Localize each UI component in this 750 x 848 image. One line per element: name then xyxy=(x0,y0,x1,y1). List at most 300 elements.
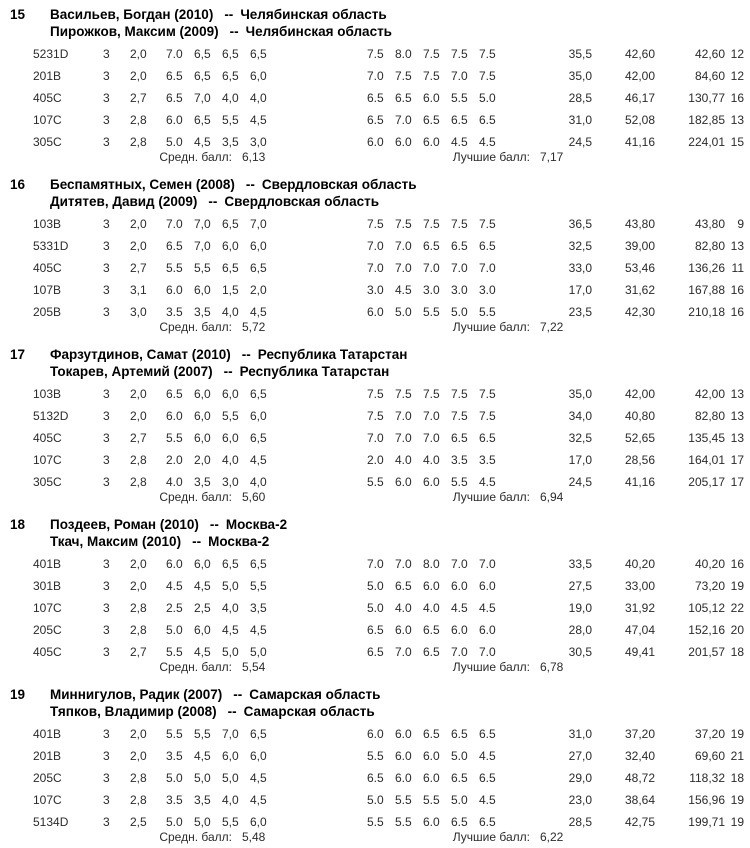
judge-score-round2: 6.5 xyxy=(395,91,412,105)
dive-code: 5331D xyxy=(33,239,69,253)
dive-code: 305C xyxy=(33,135,62,149)
judge-score-round2: 7.0 xyxy=(395,239,412,253)
dive-row xyxy=(0,431,750,447)
rank: 20 xyxy=(730,623,744,637)
judge-score-round2: 7.5 xyxy=(451,47,468,61)
athlete-name: Васильев, Богдан (2010) xyxy=(50,7,214,22)
dive-points: 42,30 xyxy=(624,305,655,319)
dive-row xyxy=(0,771,750,787)
athlete-name: Ткач, Максим (2010) xyxy=(50,534,182,549)
athlete-name: Беспамятных, Семен (2008) xyxy=(50,177,235,192)
judge-score-round2: 4.0 xyxy=(423,601,440,615)
judge-score-round2: 7.5 xyxy=(423,387,440,401)
judge-score-round2: 3.0 xyxy=(423,283,440,297)
rank: 17 xyxy=(730,453,744,467)
best-score-value: 6,22 xyxy=(540,830,564,844)
judge-score-round2: 5.5 xyxy=(423,305,440,319)
judge-score-round2: 6.0 xyxy=(423,815,440,829)
dive-points: 32,40 xyxy=(624,749,655,763)
running-total: 37,20 xyxy=(694,727,725,741)
dive-row xyxy=(0,239,750,255)
dive-points: 46,17 xyxy=(624,91,655,105)
dive-points: 31,62 xyxy=(624,283,655,297)
dive-points: 31,92 xyxy=(624,601,655,615)
judge-score-round2: 5.5 xyxy=(479,305,496,319)
dive-code: 405C xyxy=(33,431,62,445)
difficulty: 2,0 xyxy=(130,409,147,423)
running-total: 118,32 xyxy=(689,771,725,785)
judge-score-round2: 6.0 xyxy=(423,749,440,763)
judge-score-round2: 6.5 xyxy=(451,239,468,253)
judge-score-round1: 5.5 xyxy=(166,261,183,275)
athlete-line xyxy=(50,687,380,702)
judge-score-round2: 7.0 xyxy=(367,261,384,275)
judge-sum: 27,5 xyxy=(568,579,592,593)
athlete-region: Челябинская область xyxy=(240,7,387,22)
judge-score-round2: 7.5 xyxy=(479,409,496,423)
running-total: 205,17 xyxy=(688,475,725,489)
athlete-region: Свердловская область xyxy=(261,177,417,192)
judge-score-round2: 6.5 xyxy=(423,239,440,253)
judge-score-round1: 2.5 xyxy=(166,601,183,615)
difficulty: 2,8 xyxy=(130,771,147,785)
judge-score-round1: 4,5 xyxy=(194,135,211,149)
difficulty: 2,0 xyxy=(130,727,147,741)
judge-score-round1: 6.5 xyxy=(166,387,183,401)
dive-code: 107C xyxy=(33,793,62,807)
rank: 13 xyxy=(730,431,744,445)
judge-score-round1: 5,5 xyxy=(194,261,211,275)
judge-score-round1: 5.0 xyxy=(166,771,183,785)
judge-score-round2: 6.5 xyxy=(367,645,384,659)
dive-code: 107C xyxy=(33,113,62,127)
athlete-region: Челябинская область xyxy=(245,24,392,39)
difficulty: 3,0 xyxy=(130,305,147,319)
running-total: 82,80 xyxy=(694,409,725,423)
judge-score-round2: 6.0 xyxy=(395,749,412,763)
judge-score-round2: 4.0 xyxy=(395,453,412,467)
judge-score-round1: 7,0 xyxy=(250,217,267,231)
column-n: 3 xyxy=(103,623,110,637)
judge-sum: 31,0 xyxy=(568,113,592,127)
judge-score-round1: 6,5 xyxy=(250,431,267,445)
average-score-value: 5,60 xyxy=(242,490,266,504)
judge-score-round1: 5,5 xyxy=(222,113,239,127)
judge-score-round1: 6,5 xyxy=(222,69,239,83)
running-total: 167,88 xyxy=(688,283,725,297)
dive-code: 205C xyxy=(33,623,62,637)
rank: 19 xyxy=(730,815,744,829)
judge-score-round1: 6.5 xyxy=(166,91,183,105)
judge-score-round1: 5,0 xyxy=(194,815,211,829)
judge-score-round1: 6,0 xyxy=(250,239,267,253)
judge-score-round2: 5.0 xyxy=(451,793,468,807)
dive-code: 405C xyxy=(33,261,62,275)
dive-points: 39,00 xyxy=(624,239,655,253)
judge-score-round2: 7.0 xyxy=(479,645,496,659)
column-n: 3 xyxy=(103,239,110,253)
dive-points: 42,00 xyxy=(624,387,655,401)
column-n: 3 xyxy=(103,645,110,659)
judge-score-round2: 7.0 xyxy=(423,261,440,275)
running-total: 201,57 xyxy=(688,645,725,659)
judge-score-round2: 6.5 xyxy=(479,727,496,741)
rank: 12 xyxy=(730,69,744,83)
judge-score-round2: 7.0 xyxy=(395,261,412,275)
judge-score-round2: 5.0 xyxy=(367,601,384,615)
judge-score-round2: 6.5 xyxy=(423,113,440,127)
judge-sum: 17,0 xyxy=(568,453,592,467)
difficulty: 2,0 xyxy=(130,557,147,571)
judge-sum: 17,0 xyxy=(568,283,592,297)
entry-number: 17 xyxy=(10,347,26,362)
judge-score-round1: 6,0 xyxy=(194,557,211,571)
judge-score-round1: 5.5 xyxy=(166,431,183,445)
dive-row xyxy=(0,579,750,595)
dive-code: 5134D xyxy=(33,815,69,829)
rank: 9 xyxy=(737,217,744,231)
column-n: 3 xyxy=(103,305,110,319)
entry-number: 16 xyxy=(10,177,26,192)
running-total: 136,26 xyxy=(688,261,725,275)
column-n: 3 xyxy=(103,749,110,763)
judge-score-round2: 7.5 xyxy=(479,387,496,401)
dive-points: 38,64 xyxy=(624,793,655,807)
judge-score-round1: 4,0 xyxy=(250,91,267,105)
dive-code: 305C xyxy=(33,475,62,489)
best-score-value: 6,94 xyxy=(540,490,564,504)
running-total: 199,71 xyxy=(688,815,725,829)
judge-score-round2: 6.0 xyxy=(395,771,412,785)
athlete-region: Москва-2 xyxy=(208,534,270,549)
rank: 22 xyxy=(730,601,744,615)
judge-score-round2: 5.5 xyxy=(395,793,412,807)
judge-score-round1: 6,5 xyxy=(250,557,267,571)
judge-score-round1: 3,5 xyxy=(194,305,211,319)
judge-score-round2: 3.5 xyxy=(451,453,468,467)
running-total: 73,20 xyxy=(694,579,725,593)
dive-row xyxy=(0,69,750,85)
running-total: 42,00 xyxy=(694,387,725,401)
judge-score-round1: 4,5 xyxy=(250,793,267,807)
difficulty: 2,0 xyxy=(130,47,147,61)
difficulty: 2,0 xyxy=(130,239,147,253)
rank: 16 xyxy=(730,91,744,105)
rank: 17 xyxy=(730,475,744,489)
judge-sum: 24,5 xyxy=(568,475,592,489)
dive-row xyxy=(0,645,750,661)
column-n: 3 xyxy=(103,771,110,785)
dive-points: 43,80 xyxy=(624,217,655,231)
judge-score-round2: 5.5 xyxy=(423,793,440,807)
judge-score-round1: 4,5 xyxy=(250,113,267,127)
dive-row xyxy=(0,135,750,151)
running-total: 182,85 xyxy=(688,113,725,127)
judge-score-round1: 6.0 xyxy=(166,409,183,423)
judge-score-round2: 6.5 xyxy=(423,727,440,741)
dive-code: 301B xyxy=(33,579,62,593)
dive-points: 48,72 xyxy=(624,771,655,785)
athlete-line xyxy=(50,517,287,532)
judge-score-round1: 4,5 xyxy=(194,749,211,763)
judge-score-round2: 6.5 xyxy=(451,727,468,741)
dive-code: 401B xyxy=(33,557,62,571)
judge-score-round2: 7.5 xyxy=(395,217,412,231)
judge-score-round2: 6.0 xyxy=(423,579,440,593)
judge-score-round2: 7.5 xyxy=(395,69,412,83)
judge-sum: 28,5 xyxy=(568,815,592,829)
judge-score-round2: 4.5 xyxy=(479,475,496,489)
judge-score-round2: 4.0 xyxy=(423,453,440,467)
separator-dash: -- xyxy=(241,347,251,362)
judge-score-round2: 6.5 xyxy=(479,431,496,445)
judge-score-round1: 6,0 xyxy=(250,409,267,423)
best-score-label: Лучшие балл: xyxy=(452,150,530,164)
dive-code: 5231D xyxy=(33,47,69,61)
dive-code: 107B xyxy=(33,283,62,297)
judge-score-round2: 7.0 xyxy=(367,557,384,571)
judge-score-round2: 6.0 xyxy=(395,727,412,741)
dive-code: 107C xyxy=(33,453,62,467)
difficulty: 2,7 xyxy=(130,261,147,275)
running-total: 135,45 xyxy=(688,431,725,445)
average-score-label: Средн. балл: xyxy=(159,320,232,334)
judge-score-round2: 6.5 xyxy=(479,771,496,785)
athlete-name: Миннигулов, Радик (2007) xyxy=(50,687,223,702)
athlete-name: Поздеев, Роман (2010) xyxy=(50,517,199,532)
best-score-label: Лучшие балл: xyxy=(452,320,530,334)
summary-line xyxy=(0,660,750,676)
athlete-line xyxy=(50,534,269,549)
judge-score-round2: 5.0 xyxy=(395,305,412,319)
difficulty: 2,7 xyxy=(130,431,147,445)
judge-score-round1: 5,5 xyxy=(222,815,239,829)
judge-score-round2: 6.0 xyxy=(479,623,496,637)
judge-score-round1: 3.5 xyxy=(166,749,183,763)
running-total: 130,77 xyxy=(688,91,725,105)
summary-line xyxy=(0,320,750,336)
judge-score-round1: 6,0 xyxy=(194,431,211,445)
judge-score-round2: 7.0 xyxy=(479,261,496,275)
judge-score-round2: 7.5 xyxy=(367,409,384,423)
best-score-value: 6,78 xyxy=(540,660,564,674)
dive-points: 52,08 xyxy=(624,113,655,127)
dive-code: 103B xyxy=(33,217,62,231)
judge-score-round1: 4,0 xyxy=(222,91,239,105)
running-total: 164,01 xyxy=(688,453,725,467)
rank: 11 xyxy=(731,261,744,275)
judge-score-round2: 7.0 xyxy=(395,409,412,423)
judge-score-round2: 6.5 xyxy=(451,113,468,127)
judge-score-round2: 4.5 xyxy=(451,601,468,615)
separator-dash: -- xyxy=(209,517,219,532)
dive-points: 37,20 xyxy=(624,727,655,741)
judge-score-round2: 6.0 xyxy=(395,135,412,149)
judge-score-round2: 2.0 xyxy=(367,453,384,467)
running-total: 82,80 xyxy=(694,239,725,253)
judge-score-round1: 3,5 xyxy=(250,601,267,615)
rank: 19 xyxy=(730,793,744,807)
judge-score-round2: 7.5 xyxy=(395,387,412,401)
judge-score-round2: 7.5 xyxy=(367,217,384,231)
column-n: 3 xyxy=(103,261,110,275)
judge-sum: 27,0 xyxy=(568,749,592,763)
column-n: 3 xyxy=(103,793,110,807)
judge-score-round2: 3.0 xyxy=(367,283,384,297)
separator-dash: -- xyxy=(223,364,233,379)
athlete-region: Самарская область xyxy=(249,687,381,702)
athlete-region: Самарская область xyxy=(243,704,375,719)
judge-score-round1: 3,5 xyxy=(194,793,211,807)
judge-score-round1: 3,0 xyxy=(250,135,267,149)
judge-score-round2: 7.0 xyxy=(395,645,412,659)
rank: 13 xyxy=(730,387,744,401)
difficulty: 2,8 xyxy=(130,135,147,149)
judge-score-round1: 2.0 xyxy=(166,453,183,467)
judge-score-round2: 5.0 xyxy=(367,579,384,593)
judge-score-round1: 3.5 xyxy=(166,793,183,807)
judge-score-round1: 2,0 xyxy=(250,283,267,297)
judge-sum: 33,5 xyxy=(568,557,592,571)
judge-score-round1: 5.0 xyxy=(166,815,183,829)
judge-score-round2: 6.5 xyxy=(423,645,440,659)
judge-score-round2: 6.5 xyxy=(451,771,468,785)
judge-sum: 31,0 xyxy=(568,727,592,741)
judge-score-round2: 7.0 xyxy=(395,113,412,127)
judge-sum: 33,0 xyxy=(568,261,592,275)
judge-score-round2: 6.0 xyxy=(423,91,440,105)
difficulty: 2,0 xyxy=(130,217,147,231)
separator-dash: -- xyxy=(245,177,255,192)
judge-sum: 35,5 xyxy=(568,47,592,61)
judge-score-round2: 4.0 xyxy=(395,601,412,615)
rank: 15 xyxy=(730,135,744,149)
judge-score-round1: 6,0 xyxy=(250,749,267,763)
judge-score-round2: 6.0 xyxy=(423,475,440,489)
judge-score-round1: 5,0 xyxy=(250,645,267,659)
judge-score-round1: 2,0 xyxy=(194,453,211,467)
judge-score-round2: 7.5 xyxy=(451,387,468,401)
judge-sum: 35,0 xyxy=(568,69,592,83)
result-entry xyxy=(0,515,750,685)
judge-score-round1: 6,5 xyxy=(250,727,267,741)
dive-code: 201B xyxy=(33,749,62,763)
dive-row xyxy=(0,387,750,403)
judge-score-round2: 5.5 xyxy=(451,91,468,105)
column-n: 3 xyxy=(103,135,110,149)
column-n: 3 xyxy=(103,475,110,489)
judge-score-round2: 7.5 xyxy=(367,47,384,61)
judge-score-round2: 3.0 xyxy=(451,283,468,297)
judge-score-round1: 5.5 xyxy=(166,727,183,741)
separator-dash: -- xyxy=(229,24,239,39)
judge-score-round2: 6.0 xyxy=(367,135,384,149)
entry-number: 19 xyxy=(10,687,26,702)
dive-code: 401B xyxy=(33,727,62,741)
judge-score-round1: 6,5 xyxy=(222,261,239,275)
dive-code: 405C xyxy=(33,91,62,105)
running-total: 40,20 xyxy=(694,557,725,571)
judge-score-round2: 7.0 xyxy=(367,69,384,83)
difficulty: 3,1 xyxy=(130,283,147,297)
judge-sum: 32,5 xyxy=(568,431,592,445)
separator-dash: -- xyxy=(233,687,243,702)
judge-score-round2: 7.0 xyxy=(479,557,496,571)
judge-score-round1: 6,5 xyxy=(194,113,211,127)
judge-score-round1: 6.0 xyxy=(166,113,183,127)
best-score-value: 7,22 xyxy=(540,320,564,334)
judge-sum: 28,5 xyxy=(568,91,592,105)
rank: 13 xyxy=(730,239,744,253)
judge-score-round2: 6.5 xyxy=(451,431,468,445)
judge-score-round2: 6.5 xyxy=(423,623,440,637)
result-entry xyxy=(0,5,750,175)
judge-score-round1: 6,0 xyxy=(222,387,239,401)
judge-score-round1: 7,0 xyxy=(194,91,211,105)
judge-score-round2: 4.5 xyxy=(479,749,496,763)
dive-code: 405C xyxy=(33,645,62,659)
judge-score-round2: 6.0 xyxy=(451,623,468,637)
dive-row xyxy=(0,91,750,107)
athlete-name: Тяпков, Владимир (2008) xyxy=(50,704,217,719)
judge-sum: 36,5 xyxy=(568,217,592,231)
running-total: 224,01 xyxy=(688,135,725,149)
athlete-region: Свердловская область xyxy=(224,194,380,209)
dive-points: 28,56 xyxy=(624,453,655,467)
column-n: 3 xyxy=(103,557,110,571)
running-total: 156,96 xyxy=(688,793,725,807)
average-score-label: Средн. балл: xyxy=(159,150,232,164)
running-total: 105,12 xyxy=(688,601,725,615)
athlete-region: Республика Татарстан xyxy=(239,364,390,379)
judge-score-round1: 5.0 xyxy=(166,135,183,149)
separator-dash: -- xyxy=(224,7,234,22)
column-n: 3 xyxy=(103,69,110,83)
judge-sum: 19,0 xyxy=(568,601,592,615)
judge-sum: 29,0 xyxy=(568,771,592,785)
difficulty: 2,8 xyxy=(130,793,147,807)
rank: 19 xyxy=(730,579,744,593)
separator-dash: -- xyxy=(192,534,202,549)
judge-score-round2: 4.5 xyxy=(451,135,468,149)
judge-score-round1: 6,0 xyxy=(194,283,211,297)
judge-sum: 23,0 xyxy=(568,793,592,807)
judge-score-round1: 7,0 xyxy=(194,217,211,231)
judge-score-round2: 6.0 xyxy=(367,305,384,319)
difficulty: 2,0 xyxy=(130,749,147,763)
separator-dash: -- xyxy=(227,704,237,719)
judge-score-round1: 4,5 xyxy=(250,453,267,467)
difficulty: 2,8 xyxy=(130,601,147,615)
judge-score-round2: 5.5 xyxy=(367,749,384,763)
dive-row xyxy=(0,217,750,233)
dive-row xyxy=(0,601,750,617)
judge-score-round2: 6.5 xyxy=(395,579,412,593)
judge-score-round2: 8.0 xyxy=(423,557,440,571)
judge-score-round1: 4,5 xyxy=(250,623,267,637)
judge-score-round2: 7.5 xyxy=(479,69,496,83)
dive-points: 33,00 xyxy=(624,579,655,593)
average-score-label: Средн. балл: xyxy=(159,490,232,504)
judge-score-round2: 7.0 xyxy=(367,239,384,253)
judge-score-round1: 4,5 xyxy=(222,623,239,637)
judge-score-round2: 7.0 xyxy=(423,431,440,445)
judge-score-round2: 4.5 xyxy=(479,793,496,807)
athlete-line xyxy=(50,24,392,39)
column-n: 3 xyxy=(103,283,110,297)
judge-score-round2: 6.0 xyxy=(423,771,440,785)
judge-score-round2: 7.0 xyxy=(451,69,468,83)
